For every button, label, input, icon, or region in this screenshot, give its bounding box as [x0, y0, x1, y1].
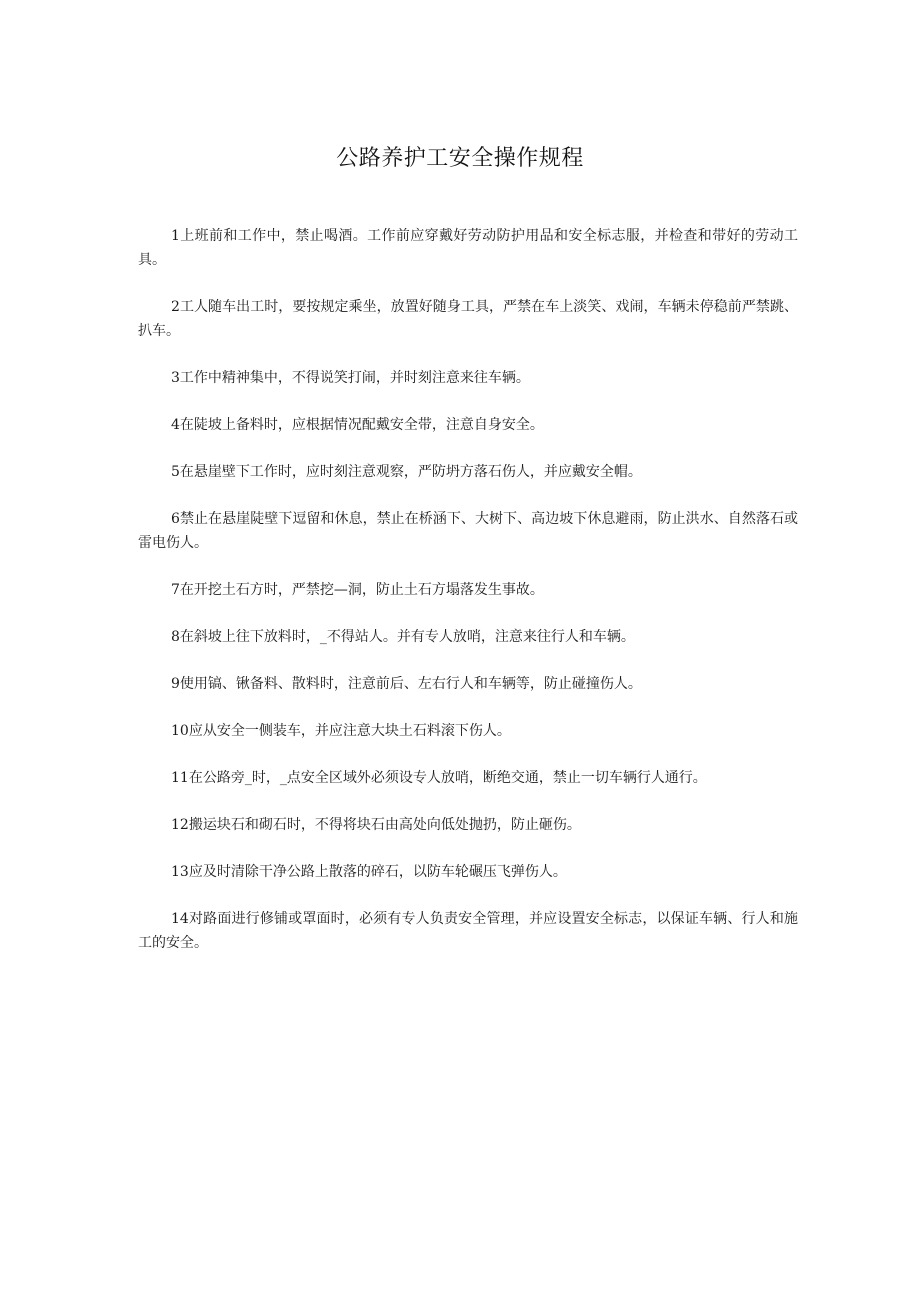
rule-item-1: 1上班前和工作中，禁止喝酒。工作前应穿戴好劳动防护用品和安全标志服，并检查和带好的劳动工具。 [138, 228, 798, 268]
rule-item-6: 6禁止在悬崖陡壁下逗留和休息，禁止在桥涵下、大树下、高边坡下休息避雨，防止洪水、自然落石或雷电伤人。 [138, 511, 798, 551]
rule-item-14: 14对路面进行修铺或罩面时，必须有专人负责安全管理，并应设置安全标志，以保证车辆、行人和施工的安全。 [138, 911, 798, 951]
rule-item-9: 9使用镐、锹备料、散料时，注意前后、左右行人和车辆等，防止碰撞伤人。 [171, 676, 642, 692]
rule-item-4: 4在陡坡上备料时，应根据情况配戴安全带，注意自身安全。 [171, 417, 544, 433]
rule-item-13: 13应及时清除干净公路上散落的碎石，以防车轮碾压飞弹伤人。 [171, 864, 567, 880]
rule-item-12: 12搬运块石和砌石时，不得将块石由高处向低处抛扔，防止砸伤。 [171, 817, 581, 833]
rule-item-3: 3工作中精神集中，不得说笑打闹，并时刻注意来往车辆。 [171, 370, 530, 386]
rule-item-8: 8在斜坡上往下放料时，_不得站人。并有专人放哨，注意来往行人和车辆。 [171, 629, 635, 645]
rules-list [138, 224, 798, 978]
rule-item-5: 5在悬崖壁下工作时，应时刻注意观察，严防坍方落石伤人，并应戴安全帽。 [171, 464, 642, 480]
rule-item-2: 2工人随车出工时，要按规定乘坐，放置好随身工具，严禁在车上淡笑、戏闹，车辆未停稳前严禁跳、扒车。 [138, 299, 798, 339]
rule-item-10: 10应从安全一侧装车，并应注意大块土石料滚下伤人。 [171, 723, 511, 739]
document-title: 公路养护工安全操作规程 [336, 146, 584, 171]
rule-item-7: 7在开挖土石方时，严禁挖—洞，防止土石方塌落发生事故。 [171, 582, 544, 598]
rule-item-11: 11在公路旁_时，_点安全区域外必须设专人放哨，断绝交通，禁止一切车辆行人通行。 [171, 770, 707, 786]
